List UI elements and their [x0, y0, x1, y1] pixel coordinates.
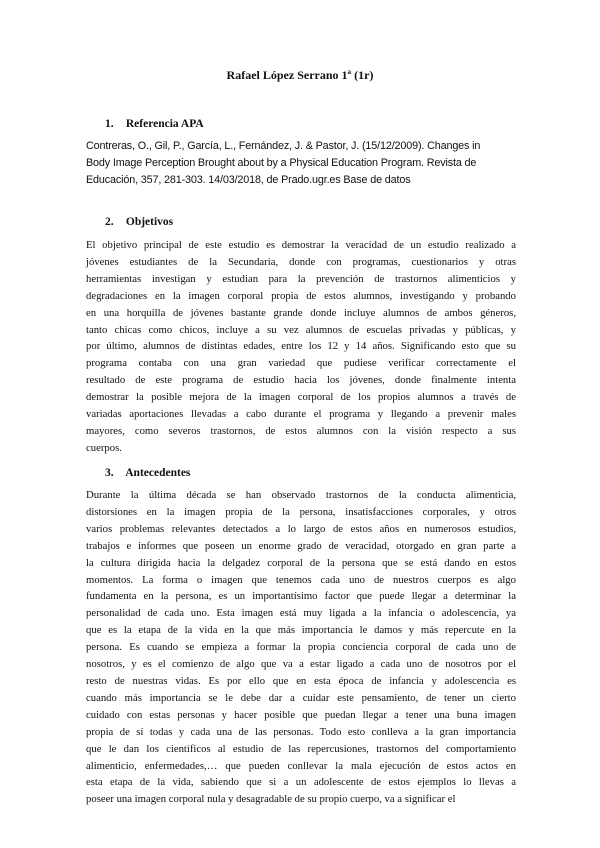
text-line: jóvenes estudiantes de la Secundaria, donde con programas, cuestionarios y otras: [86, 255, 516, 268]
text-line: programa contaba con una gran variedad que pudiese verificar correctamente el: [86, 357, 516, 370]
text-line: resultado de este programa de estudio hacia los jóvenes, donde finalmente intenta: [86, 374, 516, 387]
text-line: fundamenta en la persona, es un importantísimo factor que puede llegar a determinar la: [86, 590, 516, 603]
text-line: tanto chicas como chicos, incluye a su vez alumnos de escuelas privadas y públicas, y: [86, 323, 516, 336]
text-line: Contreras, O., Gil, P., García, L., Fernández, J. & Pastor, J. (15/12/2009). Changes in: [86, 140, 481, 152]
section-number: 3.: [105, 467, 114, 479]
text-line: El objetivo principal de este estudio es demostrar la veracidad de un estudio realizado a: [86, 239, 516, 251]
text-line: Durante la última década se han observado trastornos de la conducta alimenticia,: [86, 489, 516, 501]
text-line: esta etapa de la vida, sabiendo que si a un adolescente de estos ejemplos lo llevas a: [86, 776, 516, 789]
text-line: por último, alumnos de distintas edades, entre los 12 y 14 años. Significando esto que su: [86, 340, 516, 353]
text-line: mayores, como severos trastornos, de estos alumnos con la visión respecto a sus: [86, 424, 516, 437]
text-line: alimenticio, enfermedades,… que pueden conllevar la mala ejecución de estos actos en: [86, 759, 516, 772]
text-line: nosotros, y es el comienzo de algo que va a estar ligado a cada uno de nosotros por el: [86, 658, 516, 671]
text-line: cuidado con estas personas y hacer posible que puedan llegar a tener una buna imagen: [86, 708, 516, 721]
section-number: 2.: [105, 216, 114, 228]
section-body-antecedentes: [86, 487, 516, 808]
text-line: en una horquilla de jóvenes bastante grande donde incluye alumnos de ambos géneros,: [86, 306, 516, 319]
text-line: personalidad de cada uno. Esta imagen está muy ligada a la infancia o adolescencia, ya: [86, 607, 516, 620]
text-line: variadas aportaciones llevadas a cabo durante el programa y llegando a prevenir males: [86, 408, 516, 421]
text-line: distorsiones en la imagen propia de la persona, insatisfacciones corporales, y otros: [86, 505, 516, 518]
text-line: la cultura dirigida hacia la delgadez corporal de la persona que se está dando en estos: [86, 556, 516, 569]
text-line: que le dan los científicos al estudio de las repercusiones, trastornos del comportamiento: [86, 742, 516, 755]
text-line: persona. Es cuando se empieza a formar la propia conciencia corporal de cada uno de: [86, 641, 516, 654]
text-line: resto de nuestras vidas. Es por ello que en esta época de infancia y adolescencia es: [86, 674, 516, 687]
text-line: Educación, 357, 281-303. 14/03/2018, de Prado.ugr.es Base de datos: [86, 173, 411, 186]
text-line: degradaciones en la imagen corporal propia de estos alumnos, investigando y probando: [86, 289, 516, 302]
section-title: Referencia APA: [125, 118, 204, 130]
section-number: 1.: [105, 118, 114, 130]
text-line: Body Image Perception Brought about by a Physical Education Program. Revista de: [86, 156, 477, 169]
text-line: cuando más importancia se le debe dar a cuidar este pensamiento, de tener un cierto: [86, 691, 516, 704]
text-line: que es la etapa de la vida en la que más importancia le damos y más repercute en la: [86, 624, 516, 637]
section-title: Objetivos: [125, 216, 174, 228]
section-body-objetivos: [86, 237, 516, 457]
text-line: demostrar la posible mejora de la imagen corporal de los propios alumnos a través de: [86, 391, 516, 404]
text-line: herramientas investigan y estudian para la prevención de trastornos alimenticios y: [86, 272, 516, 285]
text-line: varios problemas relevantes detectados a lo largo de estos años en numerosos estudios,: [86, 522, 516, 535]
section-heading-objetivos: [105, 216, 173, 228]
text-line: poseer una imagen corporal nula y desagradable de su propio cuerpo, va a significar el: [86, 793, 456, 806]
section-body-apa: [86, 138, 516, 189]
section-title: Antecedentes: [125, 467, 191, 479]
text-line: trabajos e informes que poseen un enorme grado de veracidad, otorgado en gran parte a: [86, 539, 516, 552]
document-title: Rafael López Serrano 1ª (1r): [226, 68, 374, 82]
section-heading-apa: [105, 118, 204, 130]
text-line: propia de sí todas y cada una de las personas. Todo esto conlleva a la gran importancia: [86, 725, 516, 738]
text-line: momentos. La forma o imagen que tenemos cada uno de nuestros cuerpos es algo: [86, 573, 516, 586]
text-line: cuerpos.: [86, 441, 122, 454]
section-heading-antecedentes: [105, 467, 190, 479]
